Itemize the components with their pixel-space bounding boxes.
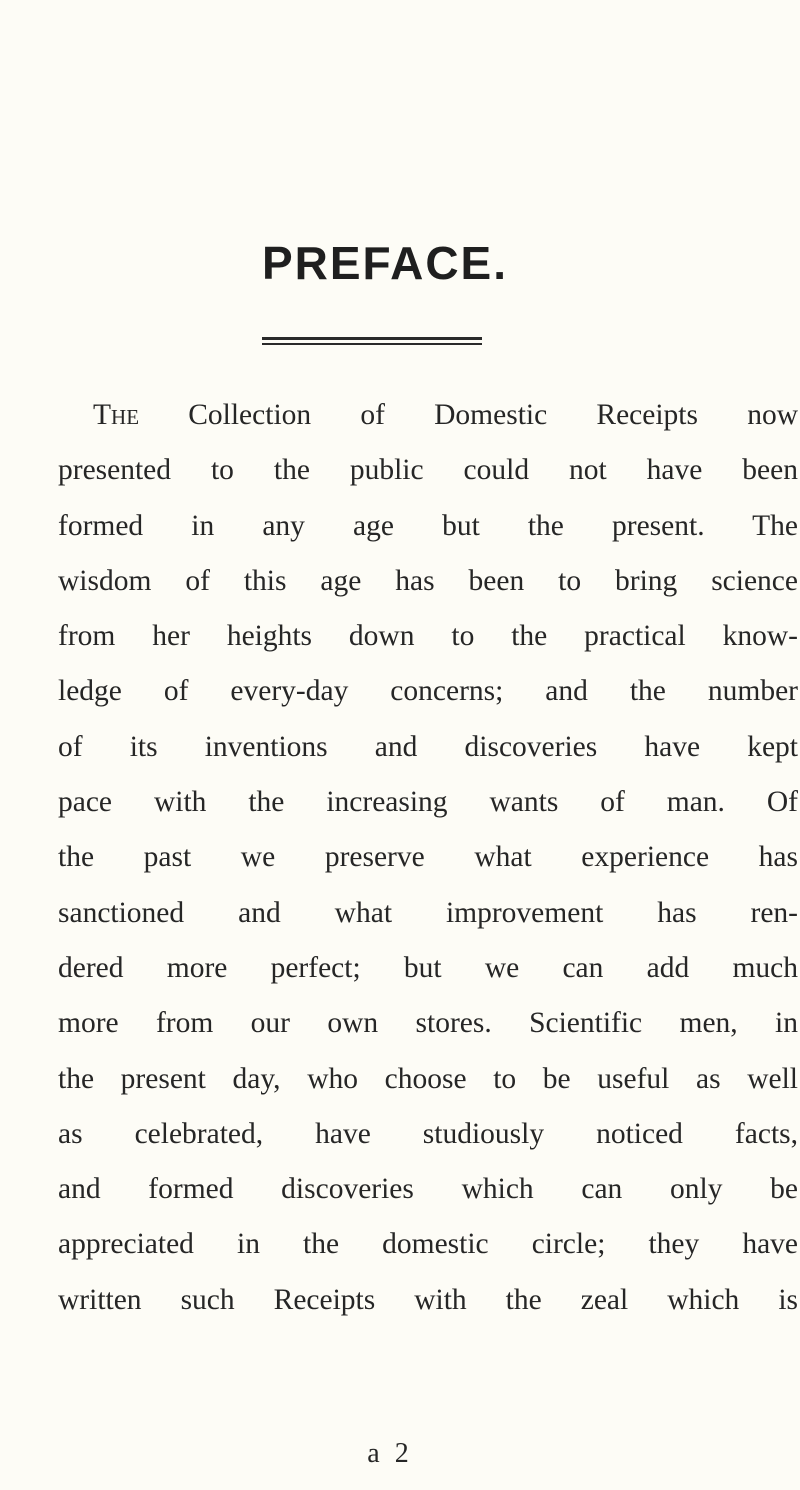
text-line-3: formed in any age but the present. The [58,509,798,542]
first-word-smallcaps: he [111,399,140,431]
title-rule-thick [262,337,482,340]
text-line-17: written such Receipts with the zeal which is [58,1283,798,1316]
text-line-9: the past we preserve what experience has [58,841,798,874]
text-line-6: ledge of every-day concerns; and the number [58,675,798,708]
text-line-7: of its inventions and discoveries have kept [58,730,798,763]
text-line-15: and formed discoveries which can only be [58,1173,798,1206]
text-line-8: pace with the increasing wants of man. Of [58,786,798,819]
text-line-12: more from our own stores. Scientific men, in [58,1007,798,1040]
text-line-11: dered more perfect; but we can add much [58,951,798,984]
page-title: PREFACE. [261,237,509,289]
text-line-2: presented to the public could not have been [58,454,798,487]
first-line-rest: Collection of Domestic Receipts now [139,399,798,431]
text-line-16: appreciated in the domestic circle; they have [58,1228,798,1261]
text-line-4: wisdom of this age has been to bring science [58,564,798,597]
text-line-13: the present day, who choose to be useful as well [58,1062,798,1095]
title-rule-thin [262,343,482,345]
first-word-capital: T [93,399,112,431]
text-line-5: from her heights down to the practical know- [58,620,798,653]
preface-body [58,388,798,1328]
text-line-14: as celebrated, have studiously noticed facts, [58,1117,798,1150]
text-line-1 [58,388,798,443]
signature-mark: a 2 [367,1438,413,1469]
text-line-10: sanctioned and what improvement has ren- [58,896,798,929]
